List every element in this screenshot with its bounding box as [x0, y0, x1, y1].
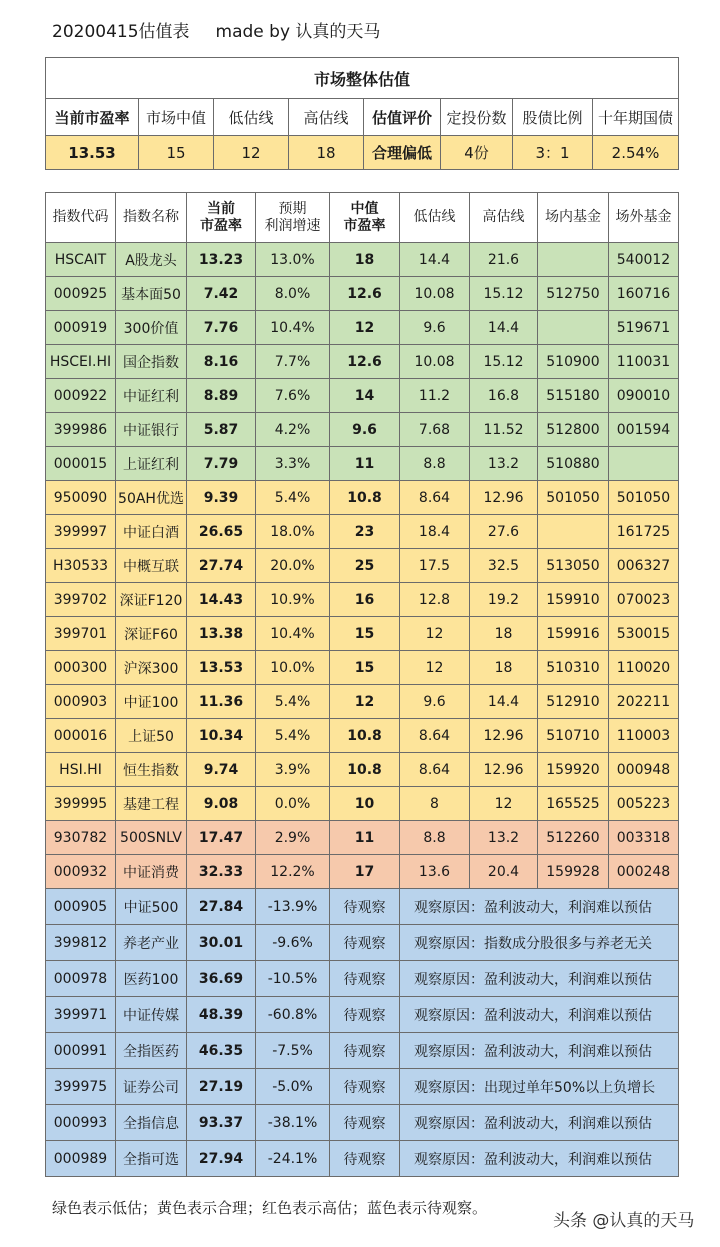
table-cell: -5.0% [256, 1069, 330, 1105]
table-cell: 18 [330, 243, 400, 277]
table-cell: 000948 [609, 753, 679, 787]
table-cell: 110003 [609, 719, 679, 753]
column-header: 预期 利润增速 [256, 193, 330, 243]
table-cell: 中证传媒 [116, 997, 187, 1033]
table-cell: 14.4 [470, 685, 538, 719]
column-header: 指数名称 [116, 193, 187, 243]
table-cell: 006327 [609, 549, 679, 583]
table-cell: 5.87 [187, 413, 256, 447]
table-cell: 13.38 [187, 617, 256, 651]
table-row [46, 1033, 679, 1069]
table-cell: 000015 [46, 447, 116, 481]
table-cell: 15.12 [470, 345, 538, 379]
table-row [46, 549, 679, 583]
table-cell: 000932 [46, 855, 116, 889]
table-cell: 9.08 [187, 787, 256, 821]
table-cell: 5.4% [256, 481, 330, 515]
table-cell: 000991 [46, 1033, 116, 1069]
table-cell: 11.2 [400, 379, 470, 413]
table-cell: 中证500 [116, 889, 187, 925]
table-cell: 全指可选 [116, 1141, 187, 1177]
table-cell: 4.2% [256, 413, 330, 447]
table-cell: 8.64 [400, 753, 470, 787]
summary-header-cell: 当前市盈率 [46, 99, 139, 136]
table-cell: 399995 [46, 787, 116, 821]
table-cell: 005223 [609, 787, 679, 821]
date-title: 20200415估值表 [52, 22, 190, 42]
table-cell: 14.4 [400, 243, 470, 277]
table-cell: 159920 [538, 753, 609, 787]
summary-header-cell: 市场中值 [139, 99, 214, 136]
table-cell: 观察原因：盈利波动大，利润难以预估 [400, 961, 679, 997]
table-cell: 中证100 [116, 685, 187, 719]
table-row [46, 311, 679, 345]
table-cell: 10.8 [330, 481, 400, 515]
table-row [46, 787, 679, 821]
table-cell: 全指医药 [116, 1033, 187, 1069]
table-cell: 5.4% [256, 685, 330, 719]
table-cell: 13.2 [470, 447, 538, 481]
table-cell: 32.33 [187, 855, 256, 889]
table-cell: 30.01 [187, 925, 256, 961]
table-cell: 11.36 [187, 685, 256, 719]
table-cell: 基本面50 [116, 277, 187, 311]
table-cell: 待观察 [330, 1033, 400, 1069]
table-cell: 512800 [538, 413, 609, 447]
table-cell: 21.6 [470, 243, 538, 277]
column-header: 指数代码 [46, 193, 116, 243]
table-row [46, 277, 679, 311]
table-cell: 观察原因：盈利波动大，利润难以预估 [400, 1105, 679, 1141]
table-cell: 12 [470, 787, 538, 821]
table-row [46, 719, 679, 753]
table-cell: 10.34 [187, 719, 256, 753]
table-cell: 000919 [46, 311, 116, 345]
table-cell: 159910 [538, 583, 609, 617]
table-cell: 46.35 [187, 1033, 256, 1069]
summary-value-cell: 3：1 [513, 136, 593, 170]
table-cell: 观察原因：盈利波动大，利润难以预估 [400, 997, 679, 1033]
table-cell: 50AH优选 [116, 481, 187, 515]
table-cell: 13.6 [400, 855, 470, 889]
table-cell: 12.96 [470, 719, 538, 753]
table-cell: 27.94 [187, 1141, 256, 1177]
table-row [46, 855, 679, 889]
table-cell: 观察原因：出现过单年50%以上负增长 [400, 1069, 679, 1105]
summary-header-cell: 低估线 [214, 99, 289, 136]
table-cell: 7.6% [256, 379, 330, 413]
table-cell: 7.76 [187, 311, 256, 345]
table-row [46, 1105, 679, 1141]
table-cell: 000989 [46, 1141, 116, 1177]
table-row [46, 1069, 679, 1105]
summary-value-cell: 2.54% [593, 136, 679, 170]
table-cell: 12.96 [470, 753, 538, 787]
table-cell: 7.7% [256, 345, 330, 379]
table-cell: 512910 [538, 685, 609, 719]
summary-title: 市场整体估值 [46, 58, 679, 99]
table-cell: 12.6 [330, 345, 400, 379]
table-cell: 待观察 [330, 1105, 400, 1141]
summary-value-row [46, 136, 679, 170]
table-cell: 0.0% [256, 787, 330, 821]
table-cell: 93.37 [187, 1105, 256, 1141]
table-cell: 23 [330, 515, 400, 549]
table-cell: 8.64 [400, 481, 470, 515]
table-cell: 观察原因：指数成分股很多与养老无关 [400, 925, 679, 961]
table-cell: 19.2 [470, 583, 538, 617]
table-cell: 12 [330, 311, 400, 345]
column-header: 低估线 [400, 193, 470, 243]
table-cell: 512750 [538, 277, 609, 311]
table-cell: 515180 [538, 379, 609, 413]
table-cell: 15.12 [470, 277, 538, 311]
summary-header-cell: 定投份数 [441, 99, 513, 136]
table-cell: HSCAIT [46, 243, 116, 277]
table-cell: 510900 [538, 345, 609, 379]
table-cell: 11 [330, 447, 400, 481]
table-cell: -60.8% [256, 997, 330, 1033]
table-cell: 中概互联 [116, 549, 187, 583]
column-header: 场外基金 [609, 193, 679, 243]
summary-value-cell: 15 [139, 136, 214, 170]
table-cell: 510710 [538, 719, 609, 753]
table-cell: 000993 [46, 1105, 116, 1141]
table-cell: 14.43 [187, 583, 256, 617]
table-cell: 待观察 [330, 889, 400, 925]
table-cell: 12 [330, 685, 400, 719]
table-cell: 14.4 [470, 311, 538, 345]
table-cell: 12.6 [330, 277, 400, 311]
table-cell: 3.9% [256, 753, 330, 787]
table-cell: 070023 [609, 583, 679, 617]
table-cell: -7.5% [256, 1033, 330, 1069]
table-cell: 090010 [609, 379, 679, 413]
table-cell: 待观察 [330, 925, 400, 961]
table-cell: 20.4 [470, 855, 538, 889]
table-cell: -9.6% [256, 925, 330, 961]
table-cell: 159928 [538, 855, 609, 889]
table-cell: 5.4% [256, 719, 330, 753]
table-cell: 10.0% [256, 651, 330, 685]
table-cell: 000016 [46, 719, 116, 753]
table-cell: 110020 [609, 651, 679, 685]
table-row [46, 243, 679, 277]
table-cell: 观察原因：盈利波动大，利润难以预估 [400, 889, 679, 925]
table-cell: -10.5% [256, 961, 330, 997]
table-cell: 基建工程 [116, 787, 187, 821]
table-row [46, 821, 679, 855]
table-cell: -24.1% [256, 1141, 330, 1177]
table-cell: 12 [400, 617, 470, 651]
table-cell: 12.8 [400, 583, 470, 617]
table-cell: 深证F60 [116, 617, 187, 651]
column-header: 场内基金 [538, 193, 609, 243]
table-cell: 26.65 [187, 515, 256, 549]
table-cell: 13.0% [256, 243, 330, 277]
table-row [46, 379, 679, 413]
table-cell: 36.69 [187, 961, 256, 997]
table-row [46, 997, 679, 1033]
summary-header-cell: 十年期国债 [593, 99, 679, 136]
table-cell: 中证消费 [116, 855, 187, 889]
table-cell: 观察原因：盈利波动大，利润难以预估 [400, 1141, 679, 1177]
table-cell: 16 [330, 583, 400, 617]
table-cell: 17.47 [187, 821, 256, 855]
table-cell: 001594 [609, 413, 679, 447]
table-cell: 501050 [609, 481, 679, 515]
table-cell: 000903 [46, 685, 116, 719]
table-cell: 9.6 [400, 311, 470, 345]
table-row [46, 481, 679, 515]
table-cell: 17.5 [400, 549, 470, 583]
table-cell: 000922 [46, 379, 116, 413]
table-cell: 20.0% [256, 549, 330, 583]
column-header: 高估线 [470, 193, 538, 243]
summary-value-cell: 12 [214, 136, 289, 170]
table-cell: 519671 [609, 311, 679, 345]
table-cell: 国企指数 [116, 345, 187, 379]
summary-value-cell: 13.53 [46, 136, 139, 170]
table-cell: 9.6 [330, 413, 400, 447]
table-cell: 7.42 [187, 277, 256, 311]
table-cell: 8.8 [400, 447, 470, 481]
table-cell: 10.4% [256, 617, 330, 651]
table-cell: 10.08 [400, 277, 470, 311]
table-cell: 500SNLV [116, 821, 187, 855]
table-row [46, 651, 679, 685]
table-row [46, 685, 679, 719]
column-header: 当前 市盈率 [187, 193, 256, 243]
index-valuation-table [45, 192, 679, 1177]
table-row [46, 447, 679, 481]
table-cell: 证券公司 [116, 1069, 187, 1105]
table-cell: 中证红利 [116, 379, 187, 413]
table-cell: HSI.HI [46, 753, 116, 787]
table-cell: 3.3% [256, 447, 330, 481]
table-cell: 待观察 [330, 1069, 400, 1105]
table-cell: 12 [400, 651, 470, 685]
table-cell: 中证银行 [116, 413, 187, 447]
table-cell: 13.23 [187, 243, 256, 277]
table-cell: 10.9% [256, 583, 330, 617]
table-cell [538, 243, 609, 277]
summary-value-cell: 合理偏低 [364, 136, 441, 170]
table-cell: 950090 [46, 481, 116, 515]
table-cell: 待观察 [330, 961, 400, 997]
table-cell: 11 [330, 821, 400, 855]
table-cell: HSCEI.HI [46, 345, 116, 379]
table-cell: 003318 [609, 821, 679, 855]
table-cell: 沪深300 [116, 651, 187, 685]
column-header: 中值 市盈率 [330, 193, 400, 243]
table-cell: 18 [470, 617, 538, 651]
table-cell: 9.39 [187, 481, 256, 515]
table-cell: -38.1% [256, 1105, 330, 1141]
table-cell: 10 [330, 787, 400, 821]
summary-header-row [46, 99, 679, 136]
table-cell: 深证F120 [116, 583, 187, 617]
table-cell: 160716 [609, 277, 679, 311]
table-cell: 待观察 [330, 997, 400, 1033]
table-cell: 8.16 [187, 345, 256, 379]
table-cell: 513050 [538, 549, 609, 583]
table-cell [538, 515, 609, 549]
table-cell: 399702 [46, 583, 116, 617]
table-row [46, 617, 679, 651]
table-header-row [46, 193, 679, 243]
table-cell: 11.52 [470, 413, 538, 447]
watermark: 头条 @认真的天马 [553, 1211, 695, 1231]
table-cell: 165525 [538, 787, 609, 821]
table-cell: -13.9% [256, 889, 330, 925]
table-cell: 7.68 [400, 413, 470, 447]
table-cell: 16.8 [470, 379, 538, 413]
summary-header-cell: 估值评价 [364, 99, 441, 136]
table-cell: 512260 [538, 821, 609, 855]
credit-text: made by 认真的天马 [215, 22, 381, 42]
table-cell: 202211 [609, 685, 679, 719]
table-row [46, 753, 679, 787]
table-cell: 观察原因：盈利波动大，利润难以预估 [400, 1033, 679, 1069]
table-row [46, 345, 679, 379]
table-cell: 13.2 [470, 821, 538, 855]
table-cell: 399812 [46, 925, 116, 961]
summary-header-cell: 股债比例 [513, 99, 593, 136]
table-cell [609, 447, 679, 481]
table-cell: 医药100 [116, 961, 187, 997]
table-cell: 510310 [538, 651, 609, 685]
table-cell: 48.39 [187, 997, 256, 1033]
table-cell: 25 [330, 549, 400, 583]
color-legend-note: 绿色表示低估；黄色表示合理；红色表示高估；蓝色表示待观察。 [52, 1199, 488, 1217]
table-row [46, 1141, 679, 1177]
table-cell: 000300 [46, 651, 116, 685]
table-cell: 恒生指数 [116, 753, 187, 787]
summary-value-cell: 18 [289, 136, 364, 170]
table-row [46, 583, 679, 617]
table-cell: 上证50 [116, 719, 187, 753]
table-cell: 27.19 [187, 1069, 256, 1105]
table-cell: 159916 [538, 617, 609, 651]
table-cell: 9.6 [400, 685, 470, 719]
table-cell: 8.89 [187, 379, 256, 413]
table-cell: 000905 [46, 889, 116, 925]
table-cell: 27.6 [470, 515, 538, 549]
table-cell: 18.0% [256, 515, 330, 549]
table-cell: 10.4% [256, 311, 330, 345]
table-row [46, 961, 679, 997]
table-cell: 399975 [46, 1069, 116, 1105]
table-cell: 930782 [46, 821, 116, 855]
table-row [46, 515, 679, 549]
table-row [46, 413, 679, 447]
table-cell: 300价值 [116, 311, 187, 345]
table-cell: 7.79 [187, 447, 256, 481]
table-cell: A股龙头 [116, 243, 187, 277]
table-cell: 10.08 [400, 345, 470, 379]
table-cell: 510880 [538, 447, 609, 481]
table-cell: 18.4 [400, 515, 470, 549]
table-cell: 000248 [609, 855, 679, 889]
table-cell: 18 [470, 651, 538, 685]
table-cell: 上证红利 [116, 447, 187, 481]
table-cell: 中证白酒 [116, 515, 187, 549]
table-cell: 32.5 [470, 549, 538, 583]
table-cell: 全指信息 [116, 1105, 187, 1141]
table-row [46, 925, 679, 961]
table-cell: 501050 [538, 481, 609, 515]
table-cell [538, 311, 609, 345]
page-header [52, 18, 380, 46]
table-cell: 2.9% [256, 821, 330, 855]
table-cell: 9.74 [187, 753, 256, 787]
table-cell: 14 [330, 379, 400, 413]
table-cell: 待观察 [330, 1141, 400, 1177]
table-cell: 530015 [609, 617, 679, 651]
table-cell: 161725 [609, 515, 679, 549]
table-cell: 17 [330, 855, 400, 889]
market-summary-table [45, 57, 679, 170]
table-cell: 养老产业 [116, 925, 187, 961]
table-cell: 15 [330, 651, 400, 685]
table-cell: H30533 [46, 549, 116, 583]
table-cell: 8.0% [256, 277, 330, 311]
table-cell: 8.8 [400, 821, 470, 855]
table-cell: 000925 [46, 277, 116, 311]
table-cell: 12.2% [256, 855, 330, 889]
table-cell: 13.53 [187, 651, 256, 685]
table-cell: 000978 [46, 961, 116, 997]
table-cell: 399997 [46, 515, 116, 549]
table-cell: 8 [400, 787, 470, 821]
table-cell: 540012 [609, 243, 679, 277]
table-cell: 399986 [46, 413, 116, 447]
table-cell: 15 [330, 617, 400, 651]
table-cell: 10.8 [330, 719, 400, 753]
table-cell: 399971 [46, 997, 116, 1033]
table-cell: 110031 [609, 345, 679, 379]
summary-header-cell: 高估线 [289, 99, 364, 136]
table-cell: 27.84 [187, 889, 256, 925]
table-row [46, 889, 679, 925]
table-cell: 27.74 [187, 549, 256, 583]
table-cell: 399701 [46, 617, 116, 651]
table-cell: 8.64 [400, 719, 470, 753]
table-cell: 12.96 [470, 481, 538, 515]
summary-value-cell: 4份 [441, 136, 513, 170]
table-cell: 10.8 [330, 753, 400, 787]
